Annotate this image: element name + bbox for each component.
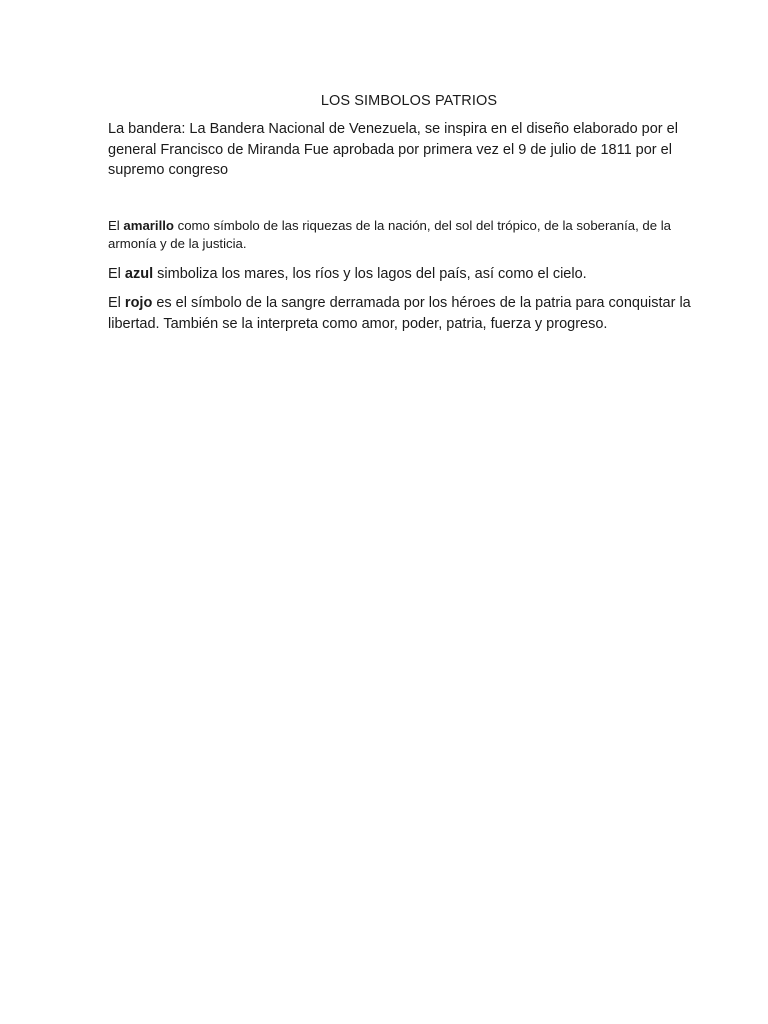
amarillo-text: como símbolo de las riquezas de la nación, del sol del trópico, de la soberanía, de la armonía y de la justicia.	[108, 218, 671, 251]
rojo-prefix: El	[108, 295, 125, 311]
azul-paragraph	[108, 264, 708, 285]
amarillo-keyword: amarillo	[123, 218, 174, 233]
amarillo-prefix: El	[108, 218, 124, 233]
intro-paragraph: La bandera: La Bandera Nacional de Venezuela, se inspira en el diseño elaborado por el general Francisco de Miranda Fue aprobada por primera vez el 9 de julio de 1811 por el supremo congreso	[108, 121, 678, 178]
amarillo-paragraph	[108, 217, 706, 253]
rojo-text: es el símbolo de la sangre derramada por los héroes de la patria para conquistar la libertad. También se la interpreta como amor, poder, patria, fuerza y progreso.	[108, 295, 691, 332]
rojo-paragraph	[108, 293, 703, 334]
azul-keyword: azul	[124, 266, 154, 282]
azul-text: simboliza los mares, los ríos y los lagos del país, así como el cielo.	[153, 266, 587, 282]
rojo-keyword: rojo	[124, 295, 153, 311]
document-title: LOS SIMBOLOS PATRIOS	[320, 93, 498, 109]
azul-prefix: El	[108, 266, 125, 282]
